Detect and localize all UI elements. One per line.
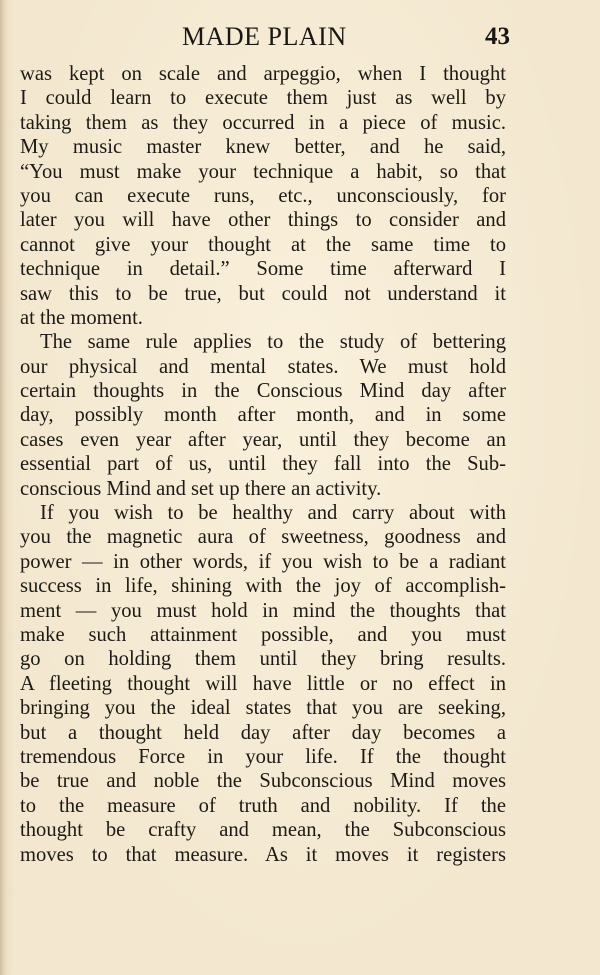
text-line: go on holding them until they bring results. (20, 648, 506, 671)
text-line: you can execute runs, etc., unconsciously, for (20, 184, 506, 207)
text-line: cannot give your thought at the same time to (20, 233, 506, 256)
text-line: but a thought held day after day becomes a (20, 721, 506, 744)
running-title: MADE PLAIN (182, 22, 347, 51)
text-line: make such attainment possible, and you must (20, 623, 506, 646)
body-text (20, 62, 506, 867)
paragraph-end-line: at the moment. (20, 306, 143, 329)
text-line: our physical and mental states. We must hold (20, 355, 506, 378)
text-line: moves to that measure. As it moves it registers (20, 843, 506, 866)
paragraph-start-line: The same rule applies to the study of bettering (40, 331, 506, 354)
text-line: bringing you the ideal states that you are seeking, (20, 697, 506, 720)
text-line: taking them as they occurred in a piece of music. (20, 111, 506, 134)
text-line: cases even year after year, until they become an (20, 428, 506, 451)
text-line: ment — you must hold in mind the thoughts that (20, 599, 506, 622)
text-line: “You must make your technique a habit, so that (20, 160, 506, 183)
text-line: thought be crafty and mean, the Subconscious (20, 819, 506, 842)
text-line: later you will have other things to consider and (20, 209, 506, 232)
text-line: day, possibly month after month, and in some (20, 404, 506, 427)
text-line: certain thoughts in the Conscious Mind day after (20, 380, 506, 403)
text-line: essential part of us, until they fall into the Sub- (20, 453, 506, 476)
text-line: My music master knew better, and he said, (20, 136, 506, 159)
page-number: 43 (485, 23, 510, 50)
gutter-shadow (0, 0, 6, 975)
text-line: power — in other words, if you wish to be a radiant (20, 550, 506, 573)
text-line: technique in detail.” Some time afterward I (20, 258, 506, 281)
paragraph-start-line: If you wish to be healthy and carry about with (40, 502, 506, 525)
text-line: I could learn to execute them just as well by (20, 87, 506, 110)
text-line: success in life, shining with the joy of accomplish- (20, 575, 506, 598)
running-head (0, 18, 600, 58)
text-line: A fleeting thought will have little or no effect in (20, 672, 506, 695)
text-line: you the magnetic aura of sweetness, goodness and (20, 526, 506, 549)
text-line: was kept on scale and arpeggio, when I thought (20, 63, 506, 85)
paragraph-end-line: conscious Mind and set up there an activity. (20, 477, 382, 500)
text-line: saw this to be true, but could not understand it (20, 282, 506, 305)
text-line: to the measure of truth and nobility. If the (20, 794, 506, 817)
text-line: tremendous Force in your life. If the thought (20, 745, 506, 768)
text-line: be true and noble the Subconscious Mind moves (20, 770, 506, 793)
